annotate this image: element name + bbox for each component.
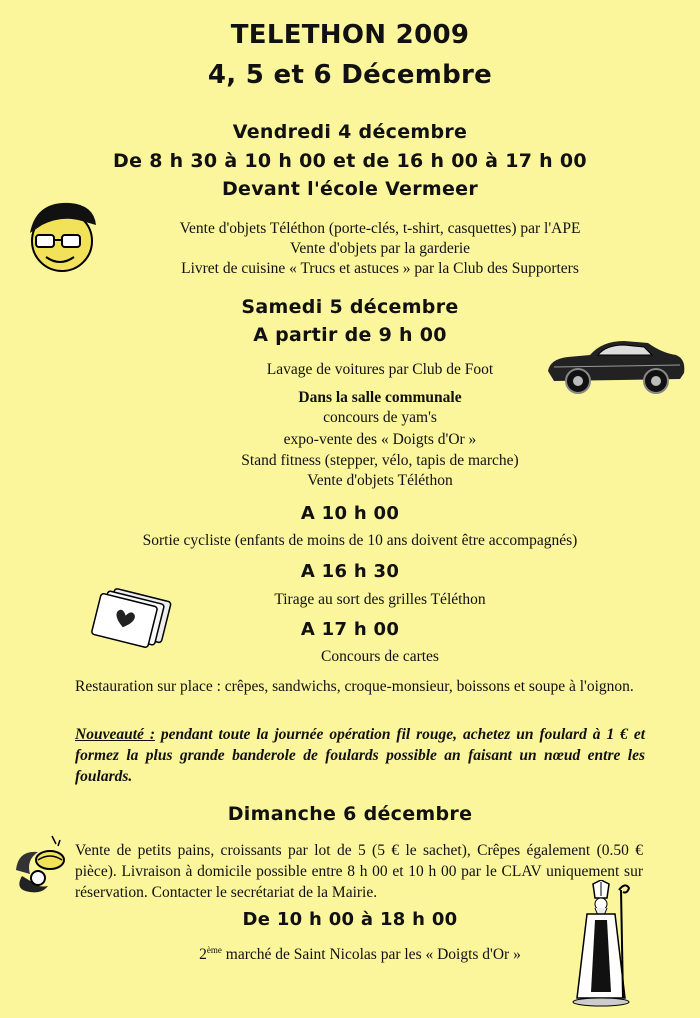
saint-nicolas-illustration: [567, 880, 633, 1013]
croissant-illustration: [8, 830, 72, 905]
hall-line-1: concours de yam's: [323, 409, 437, 426]
cap-face-illustration: [22, 195, 106, 284]
novelty-text: pendant toute la journée opération fil rouge, achetez un foulard à 1 € et formez la plus grande banderole de foulards possible an faisant un nœud entre les foulards.: [75, 726, 646, 785]
time-16h30: A 16 h 30: [300, 561, 400, 582]
friday-hours: De 8 h 30 à 10 h 00 et de 16 h 00 à 17 h 00: [113, 150, 587, 172]
flyer-dates: 4, 5 et 6 Décembre: [207, 60, 493, 90]
market-number: 2: [199, 946, 207, 963]
saturday-start: A partir de 9 h 00: [253, 324, 447, 346]
hall-line-2: expo-vente des « Doigts d'Or »: [283, 431, 477, 448]
novelty-paragraph: [75, 724, 645, 787]
catering-paragraph: Restauration sur place : crêpes, sandwichs, croque-monsieur, boissons et soupe à l'oignon.: [75, 678, 634, 695]
time-17h: A 17 h 00: [300, 619, 400, 640]
saturday-heading: Samedi 5 décembre: [241, 296, 459, 318]
friday-line-2: Vente d'objets par la garderie: [289, 240, 471, 257]
car-wash-text: Lavage de voitures par Club de Foot: [266, 361, 494, 378]
friday-line-3: Livret de cuisine « Trucs et astuces » par la Club des Supporters: [181, 260, 579, 277]
flyer-title: TELETHON 2009: [230, 20, 470, 50]
market-description: marché de Saint Nicolas par les « Doigts d'Or »: [221, 946, 521, 963]
friday-heading: Vendredi 4 décembre: [232, 121, 468, 143]
friday-line-1: Vente d'objets Téléthon (porte-clés, t-shirt, casquettes) par l'APE: [179, 220, 581, 237]
hall-line-4: Vente d'objets Téléthon: [307, 472, 453, 489]
hall-title: Dans la salle communale: [298, 389, 462, 406]
market-suffix: ème: [206, 944, 222, 955]
sunday-heading: Dimanche 6 décembre: [227, 803, 473, 825]
market-text: [100, 945, 620, 965]
hall-line-3: Stand fitness (stepper, vélo, tapis de marche): [241, 452, 519, 469]
cycling-text: Sortie cycliste (enfants de moins de 10 ans doivent être accompagnés): [142, 532, 578, 549]
friday-place: Devant l'école Vermeer: [221, 178, 479, 200]
time-10h: A 10 h 00: [300, 503, 400, 524]
draw-text: Tirage au sort des grilles Téléthon: [274, 591, 486, 608]
cards-text: Concours de cartes: [321, 648, 439, 665]
sunday-hours: De 10 h 00 à 18 h 00: [242, 909, 458, 930]
bread-sale-paragraph: Vente de petits pains, croissants par lot de 5 (5 € le sachet), Crêpes également (0.50 € pièce). Livraison à domicile possible entre 8 h 00 et 10 h 00 par le CLAV uniquement sur réservation. Contacter le secrétariat de la Mairie.: [75, 842, 643, 901]
novelty-label: Nouveauté :: [75, 726, 155, 743]
